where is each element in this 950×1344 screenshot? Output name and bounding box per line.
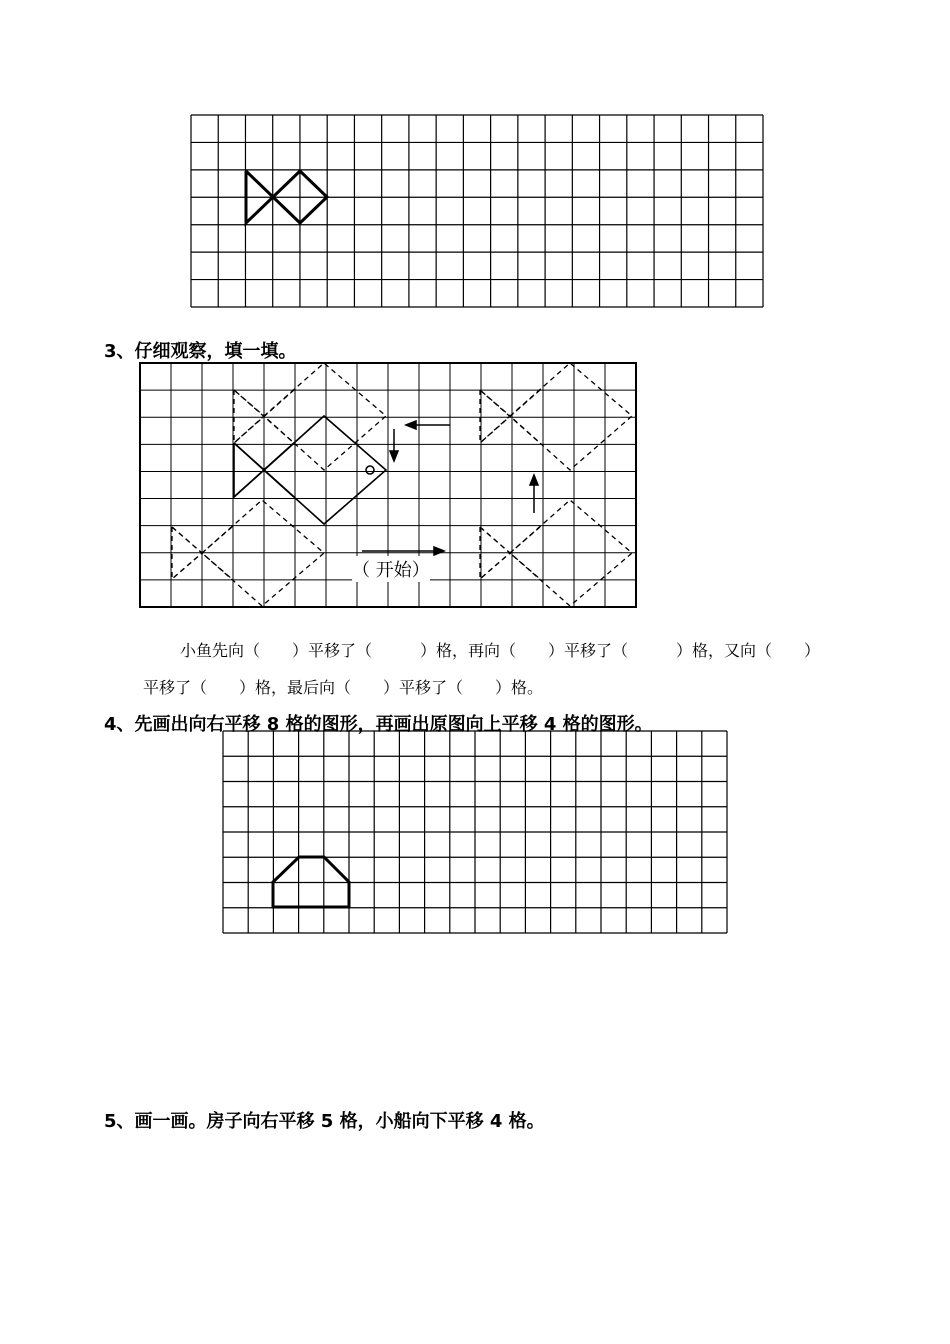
question-4-title: 4、先画出向右平移 8 格的图形，再画出原图向上平移 4 格的图形。	[104, 714, 653, 735]
question-3-fill-line-1: 小鱼先向（ ）平移了（ ）格，再向（ ）平移了（ ）格，又向（ ）	[180, 641, 821, 660]
fish-original	[234, 416, 386, 524]
grid-top	[191, 115, 763, 307]
question-3-fill-line-2: 平移了（ ）格，最后向（ ）平移了（ ）格。	[143, 678, 544, 697]
question-5-title: 5、画一画。房子向右平移 5 格，小船向下平移 4 格。	[104, 1111, 545, 1132]
start-label: （ 开始）	[352, 556, 430, 582]
question-3-title: 3、仔细观察，填一填。	[104, 341, 297, 362]
grid-shape	[223, 731, 727, 933]
